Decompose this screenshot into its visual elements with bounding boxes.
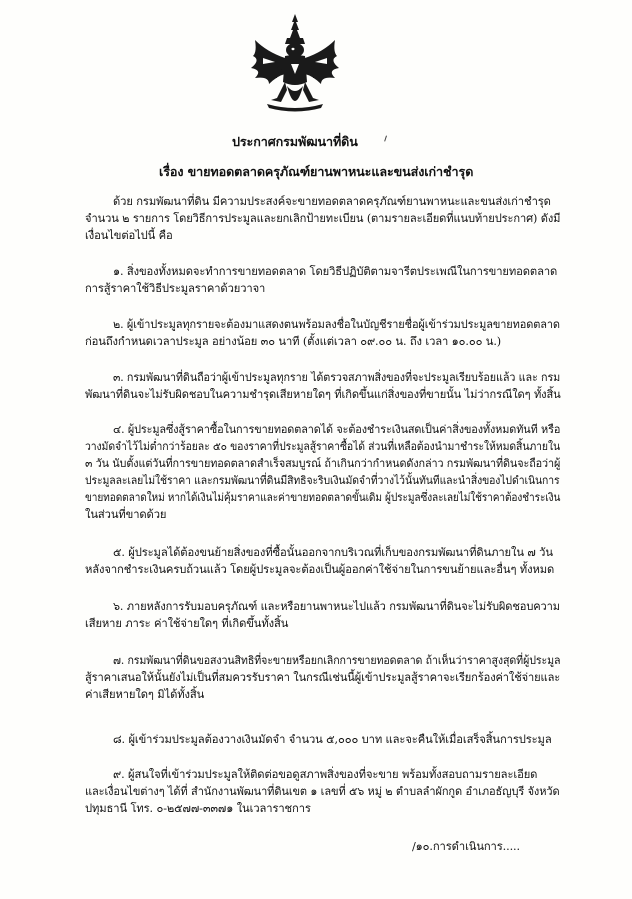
clause-line: ก่อนถึงกำหนดเวลาประมูล อย่างน้อย ๓๐ นาที (ตั้งแต่เวลา ๐๙.๐๐ น. ถึง เวลา ๑๐.๐๐ น.)	[85, 335, 502, 348]
clause-line: ๘. ผู้เข้าร่วมประมูลต้องวางเงินมัดจำ จำนวน ๕,๐๐๐ บาท และจะคืนให้เมื่อเสร็จสิ้นการประมูล	[113, 733, 552, 746]
clause-line: ๔. ผู้ประมูลซึ่งสู้ราคาซื้อในการขายทอดตลาดได้ จะต้องชำระเงินสดเป็นค่าสิ่งของทั้งหมดทันที หรือ	[113, 423, 561, 436]
clause-line: และเงื่อนไขต่างๆ ได้ที่ สำนักงานพัฒนาที่ดินเขต ๑ เลขที่ ๕๖ หมู่ ๒ ตำบลลำผักกูด อำเภอธัญบุรี จังหวัด	[85, 785, 560, 798]
clause-line: ๓ วัน นับตั้งแต่วันที่การขายทอดตลาดสำเร็จสมบูรณ์ ถ้าเกินกว่ากำหนดดังกล่าว กรมพัฒนาที่ดินจะถือว่าผู้	[85, 457, 561, 470]
clause-line: ๖. ภายหลังการรับมอบครุภัณฑ์ และหรือยานพาหนะไปแล้ว กรมพัฒนาที่ดินจะไม่รับผิดชอบความ	[113, 600, 560, 613]
clause-line: วางมัดจำไว้ไม่ต่ำกว่าร้อยละ ๕๐ ของราคาที่ประมูลสู้ราคาซื้อได้ ส่วนที่เหลือต้องนำมาชำระให้หมดสิ้นภายใน	[85, 440, 560, 453]
clause-line: สู้ราคาเสนอให้นั้นยังไม่เป็นที่สมควรรับราคา ในกรณีเช่นนี้ผู้เข้าประมูลสู้ราคาจะเรียกร้องค่าใช้จ่ายและ	[85, 671, 561, 684]
pen-mark	[384, 136, 390, 143]
clause-line: ๑. สิ่งของทั้งหมดจะทำการขายทอดตลาด โดยวิธีปฏิบัติตามจารีตประเพณีในการขายทอดตลาด	[113, 265, 558, 278]
clause-line: ๒. ผู้เข้าประมูลทุกรายจะต้องมาแสดงตนพร้อมลงชื่อในบัญชีรายชื่อผู้เข้าร่วมประมูลขายทอดตลาด	[113, 318, 560, 331]
clause-line: ๗. กรมพัฒนาที่ดินขอสงวนสิทธิที่จะขายหรือยกเลิกการขายทอดตลาด ถ้าเห็นว่าราคาสูงสุดที่ผู้ประมูล	[113, 654, 561, 667]
intro-line: เงื่อนไขต่อไปนี้ คือ	[85, 229, 173, 242]
clause-line: ค่าเสียหายใดๆ มิได้ทั้งสิ้น	[85, 688, 205, 701]
clause-line: เสียหาย ภาระ ค่าใช้จ่ายใดๆ ที่เกิดขึ้นทั้งสิ้น	[85, 617, 289, 630]
document-subject: เรื่อง ขายทอดตลาดครุภัณฑ์ยานพาหนะและขนส่งเก่าชำรุด	[159, 164, 474, 179]
page-continuation: /๑๐.การดำเนินการ.....	[412, 840, 520, 853]
clause-line: ๓. กรมพัฒนาที่ดินถือว่าผู้เข้าประมูลทุกราย ได้ตรวจสภาพสิ่งของที่จะประมูลเรียบร้อยแล้ว และ กรม	[113, 371, 561, 384]
page-title: ประกาศกรมพัฒนาที่ดิน	[232, 134, 358, 149]
clause-line: ๕. ผู้ประมูลได้ต้องขนย้ายสิ่งของที่ซื้อนั้นออกจากบริเวณที่เก็บของกรมพัฒนาที่ดินภายใน ๗ วัน	[113, 546, 553, 559]
clause-line: หลังจากชำระเงินครบถ้วนแล้ว โดยผู้ประมูลจะต้องเป็นผู้ออกค่าใช้จ่ายในการขนย้ายและอื่นๆ ทั้งหมด	[85, 563, 555, 576]
clause-line: ๙. ผู้สนใจที่เข้าร่วมประมูลให้ติดต่อขอดูสภาพสิ่งของที่จะขาย พร้อมทั้งสอบถามรายละเอียด	[113, 768, 538, 781]
clause-line: ขายทอดตลาดใหม่ หากได้เงินไม่คุ้มราคาและค่าขายทอดตลาดขั้นเดิม ผู้ประมูลซึ่งละเลยไม่ใช้ราคาต้องชำระเงิน	[85, 491, 561, 504]
garuda-emblem-icon	[247, 12, 343, 116]
clause-line: ปทุมธานี โทร. ๐-๒๕๗๗-๓๓๗๑ ในเวลาราชการ	[85, 802, 311, 815]
clause-line: การสู้ราคาใช้วิธีประมูลราคาด้วยวาจา	[85, 282, 266, 295]
clause-line: ในส่วนที่ขาดด้วย	[85, 508, 167, 521]
intro-line: จำนวน ๒ รายการ โดยวิธีการประมูลและยกเลิกป้ายทะเบียน (ตามรายละเอียดที่แนบท้ายประกาศ) ดังมี	[85, 212, 561, 225]
clause-line: ประมูลละเลยไม่ใช้ราคา และกรมพัฒนาที่ดินมีสิทธิจะริบเงินมัดจำที่วางไว้นั้นทันทีและนำสิ่งของไปดำเนินการ	[85, 474, 560, 487]
intro-line: ด้วย กรมพัฒนาที่ดิน มีความประสงค์จะขายทอดตลาดครุภัณฑ์ยานพาหนะและขนส่งเก่าชำรุด	[113, 195, 551, 208]
clause-line: พัฒนาที่ดินจะไม่รับผิดชอบในความชำรุดเสียหายใดๆ ที่เกิดขึ้นแก่สิ่งของที่ขายนั้น ไม่ว่ากรณีใดๆ ทั้งสิ้น	[85, 388, 561, 401]
